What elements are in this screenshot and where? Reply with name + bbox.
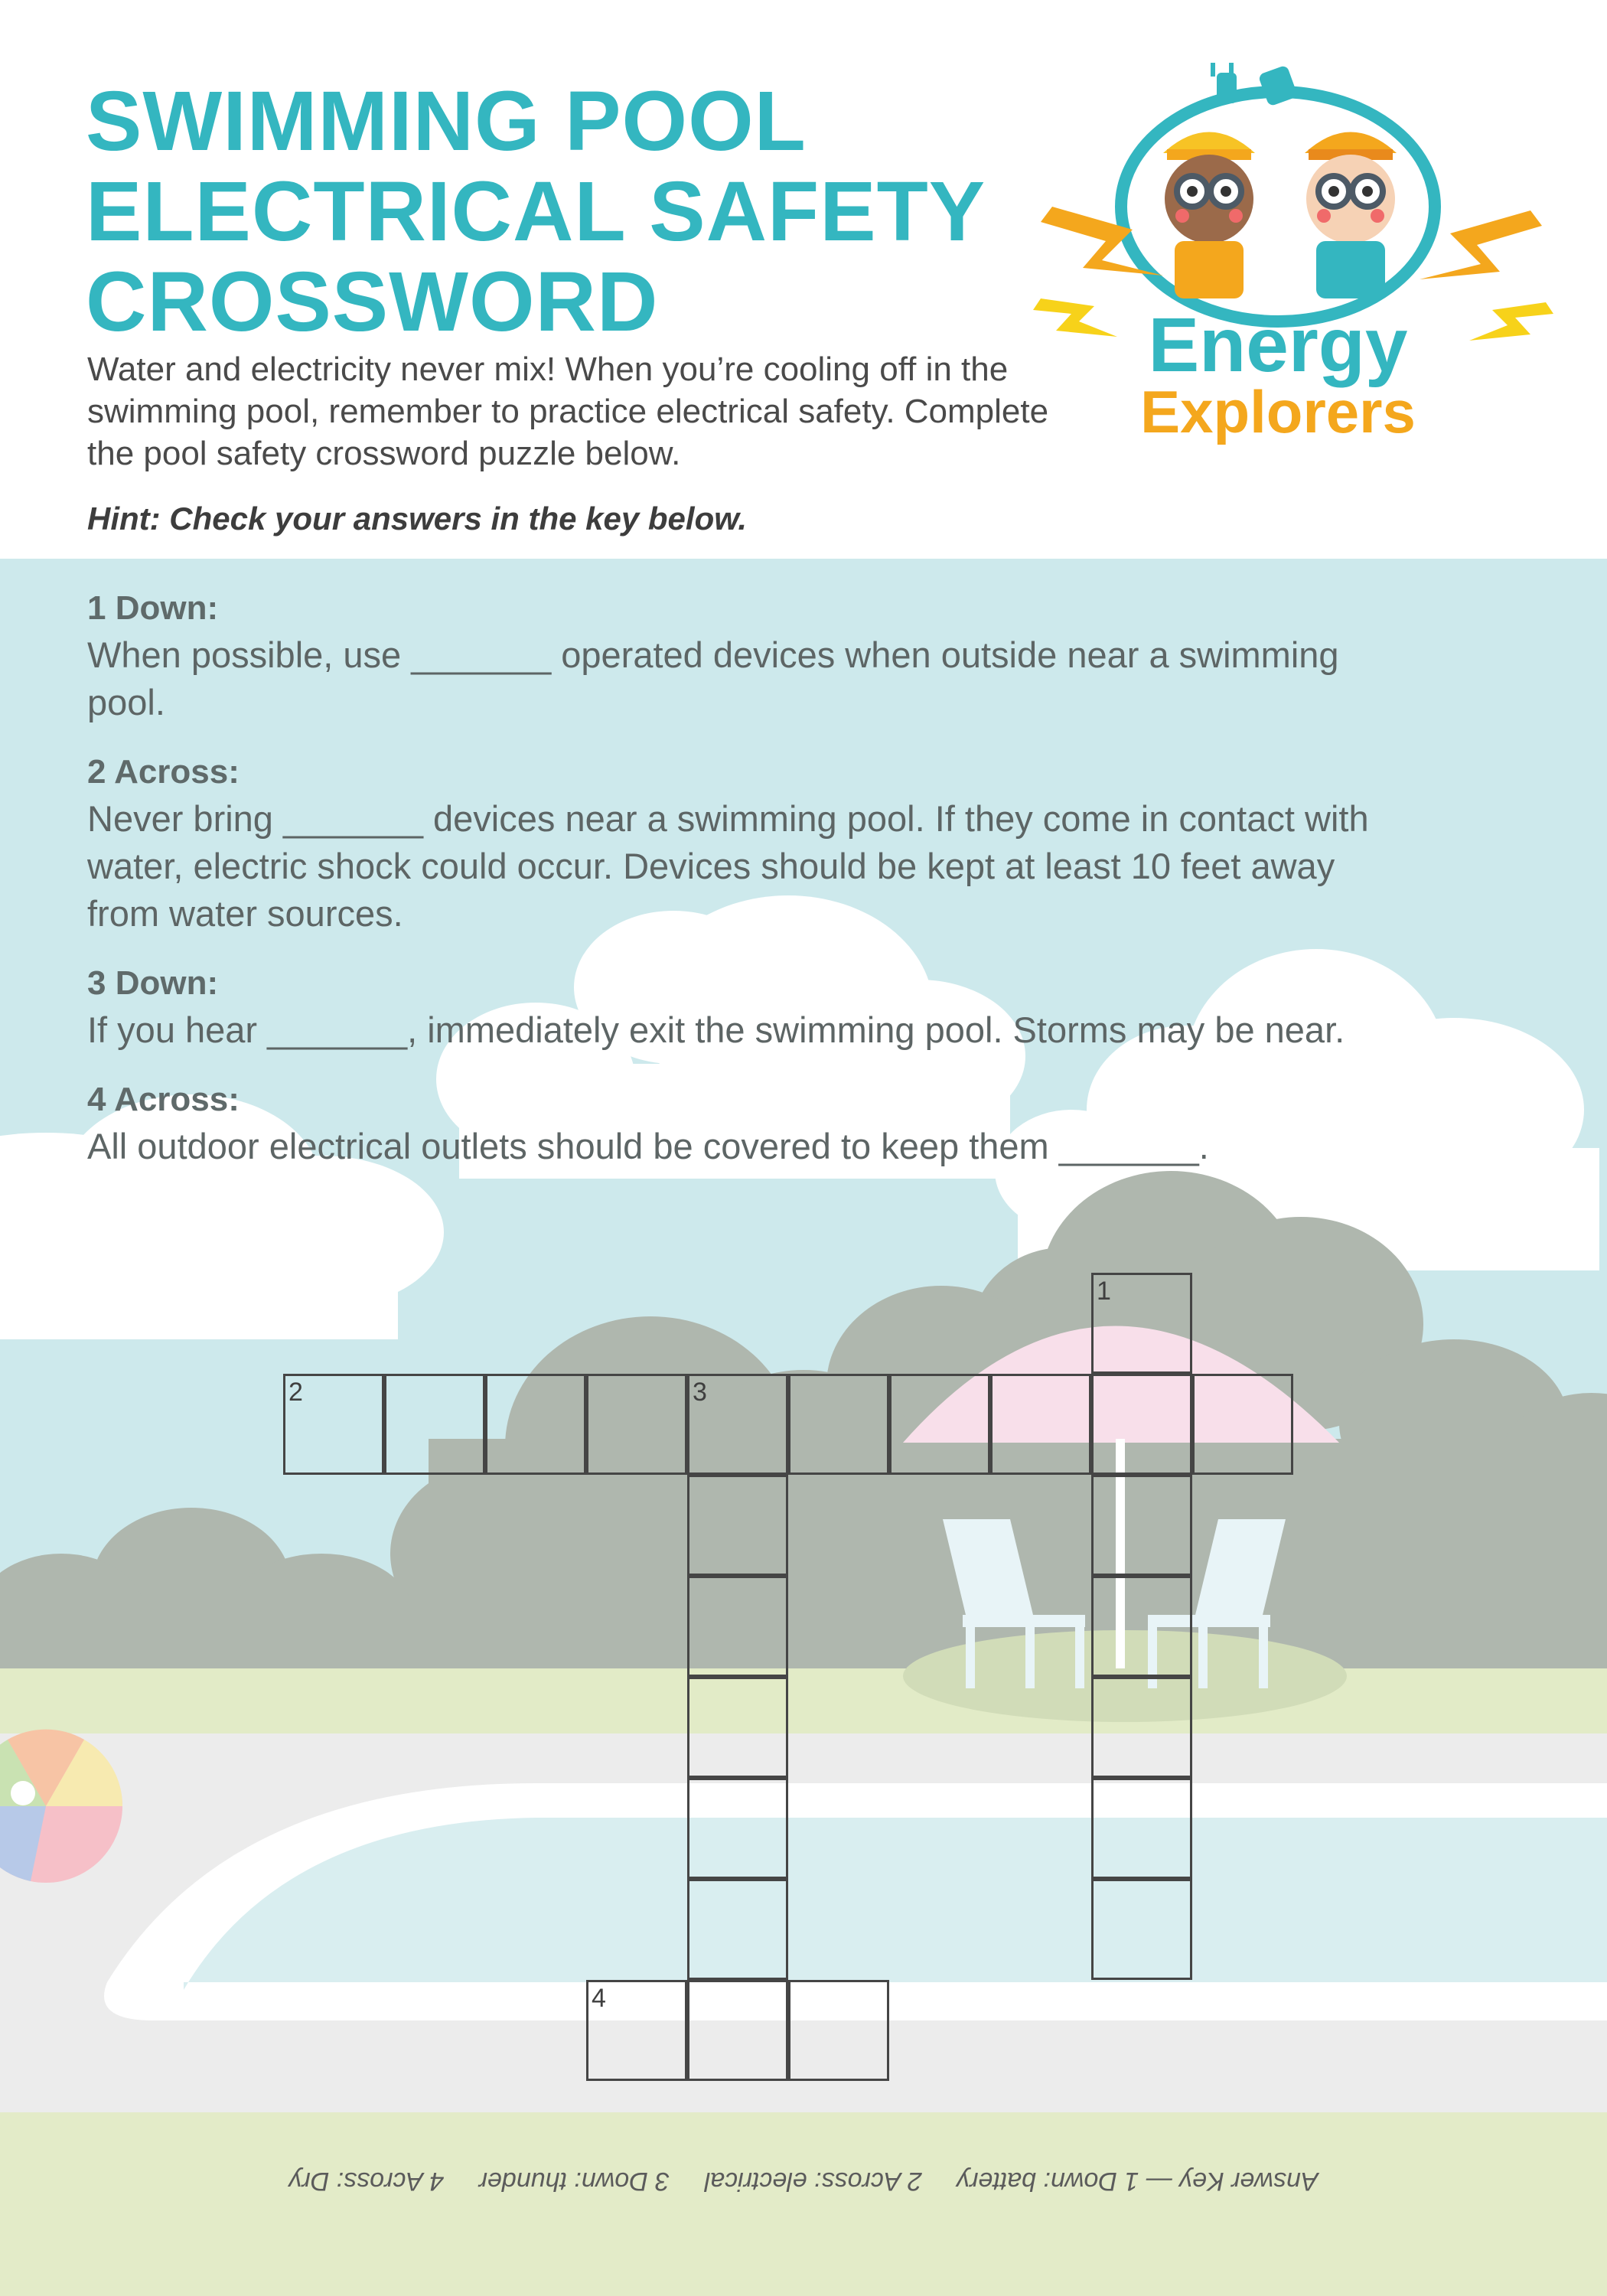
crossword-cell[interactable] [687,1778,788,1879]
clue-number: 2 [288,1378,303,1407]
crossword-cell[interactable] [687,1980,788,2081]
clue-text: If you hear _______, immediately exit the swimming pool. Storms may be near. [87,1009,1345,1050]
clue-title: 3 Down: [87,964,219,1002]
crossword-cell[interactable] [586,1980,687,2081]
crossword-cell[interactable] [1091,1273,1192,1374]
clue-text: Never bring _______ devices near a swimming pool. If they come in contact with water, electric shock could occur. Devices should be kept at least 10 feet away from water sources. [87,798,1369,934]
clue-text: All outdoor electrical outlets should be covered to keep them _______. [87,1126,1209,1166]
logo-word-energy: Energy [1148,302,1408,388]
clue-title: 2 Across: [87,753,240,791]
crossword-cell[interactable] [485,1374,586,1475]
crossword-cell[interactable] [384,1374,485,1475]
crossword-cell[interactable] [1091,1374,1192,1475]
answer-key [0,2166,1607,2196]
kid-right-icon [1305,132,1397,299]
answer-3-down: 3 Down: thunder [478,2167,670,2196]
answer-2-across: 2 Across: electrical [704,2167,922,2196]
kid-left-icon [1163,132,1255,299]
title-line-2: ELECTRICAL SAFETY [86,165,986,259]
clue-text: When possible, use _______ operated devices when outside near a swimming pool. [87,634,1339,722]
crossword-cell[interactable] [586,1374,687,1475]
crossword-cell[interactable] [687,1374,788,1475]
crossword-cell[interactable] [788,1980,889,2081]
clues-list [87,585,1541,1193]
crossword-cell[interactable] [1091,1879,1192,1980]
clue-number: 1 [1097,1277,1111,1306]
energy-explorers-logo [1010,46,1561,459]
lightning-left-small-icon [1033,298,1117,337]
clue-2-across [87,749,1541,938]
answer-4-across: 4 Across: Dry [288,2167,445,2196]
crossword-cell[interactable] [1091,1677,1192,1778]
crossword-cell[interactable] [889,1374,990,1475]
crossword-cell[interactable] [1091,1576,1192,1677]
clue-3-down [87,960,1541,1054]
title-line-1: SWIMMING POOL [86,74,807,168]
pool-water [184,1818,1607,1990]
clue-1-down [87,585,1541,726]
crossword-cell[interactable] [788,1374,889,1475]
clue-number: 3 [693,1378,707,1407]
intro-text: Water and electricity never mix! When you’re cooling off in the swimming pool, remember to practice electrical safety. Complete the pool safety crossword puzzle below. [87,351,1049,472]
page-title [86,74,1042,349]
crossword-cell[interactable] [687,1677,788,1778]
hint-text: Hint: Check your answers in the key below. [87,501,748,536]
crossword-cell[interactable] [990,1374,1091,1475]
crossword-cell[interactable] [687,1879,788,1980]
lightning-right-small-icon [1469,302,1553,341]
crossword-cell[interactable] [687,1475,788,1576]
title-line-3: CROSSWORD [86,255,659,349]
crossword-cell[interactable] [1091,1475,1192,1576]
crossword-cell[interactable] [1192,1374,1293,1475]
logo-word-explorers: Explorers [1140,378,1416,445]
clue-title: 4 Across: [87,1081,240,1118]
clue-4-across [87,1077,1541,1170]
answer-1-down: Answer Key — 1 Down: battery [957,2167,1319,2196]
crossword-cell[interactable] [1091,1778,1192,1879]
bottom-grass [0,2112,1607,2296]
crossword-cell[interactable] [283,1374,384,1475]
clue-number: 4 [592,1984,606,2013]
clue-title: 1 Down: [87,589,219,627]
crossword-cell[interactable] [687,1576,788,1677]
